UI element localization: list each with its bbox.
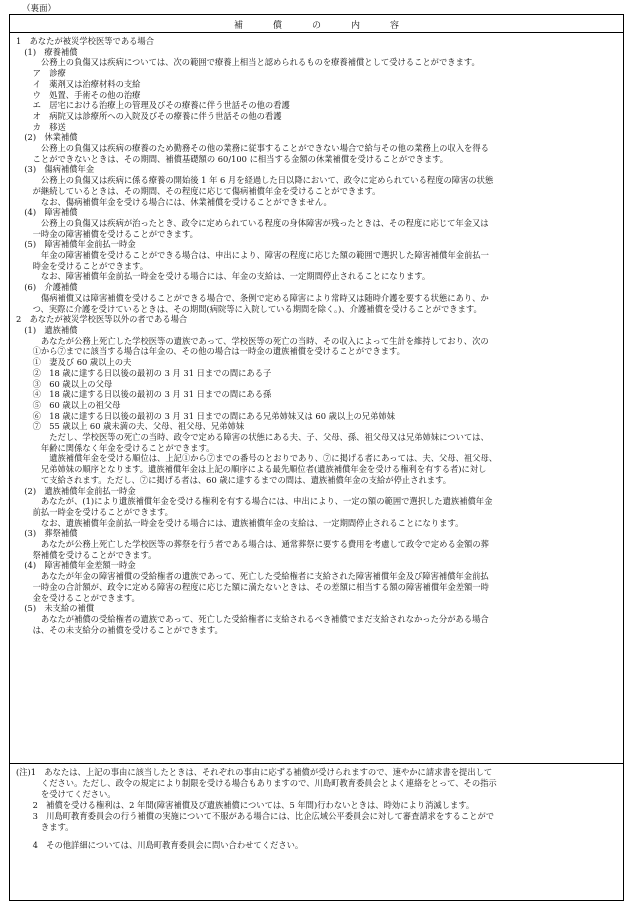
body-line: エ 居宅における治療上の管理及びその療養に伴う世話その他の看護	[16, 100, 290, 111]
page-side-label: （裏面）	[22, 4, 57, 14]
body-line: 年齢に関係なく年金を受けることができます。	[16, 442, 215, 453]
body-line: ことができないときは、その期間、補償基礎額の 60/100 に相当する金額の休業補償を受けることができます。	[16, 153, 449, 164]
body-line: ア 診療	[16, 68, 66, 79]
body-line: 金を受けることができます。	[16, 592, 140, 603]
body-line: ⑤ 60 歳以上の祖父母	[16, 399, 121, 410]
body-line: (4) 障害補償年金差額一時金	[16, 560, 136, 571]
note-line: (注)1 あなたは、上記の事由に該当したときは、それぞれの事由に応ずる補償が受けられますので、速やかに請求書を提出して	[16, 767, 493, 777]
body-line: ④ 18 歳に達する日以後の最初の 3 月 31 日までの間にある孫	[16, 389, 272, 400]
body-line: 公務上の負傷又は疾病が治ったとき、政令に定められている程度の身体障害が残ったときは、その程度に応じて年金又は	[16, 217, 489, 228]
body-line: ② 18 歳に達する日以後の最初の 3 月 31 日までの間にある子	[16, 367, 272, 378]
body-line: ⑥ 18 歳に達する日以後の最初の 3 月 31 日までの間にある兄弟姉妹又は 60 歳以上の兄弟姉妹	[16, 410, 395, 421]
page-title: 補償の内容	[233, 21, 429, 31]
content-frame	[9, 14, 624, 901]
body-line: ③ 60 歳以上の父母	[16, 378, 113, 389]
body-line: ① 妻及び 60 歳以上の夫	[16, 357, 132, 368]
body-line: 公務上の負傷又は疾病に係る療養の開始後 1 年 6 月を経過した日以降において、政令に定められている程度の障害の状態	[16, 175, 494, 186]
body-line: ①から⑦までに該当する場合は年金の、その他の場合は一時金の遺族補償を受けることができます。	[16, 346, 405, 357]
body-line: なお、障害補償年金前払一時金を受ける場合には、年金の支給は、一定期間停止されることになります。	[16, 271, 431, 282]
notes-section	[16, 767, 617, 851]
body-line: (3) 葬祭補償	[16, 528, 78, 539]
body-line: (2) 休業補償	[16, 132, 78, 143]
body-line: つ、実際に介護を受けているときは、その期間(病院等に入院している期間を除く。)、介護補償を受けることができます。	[16, 303, 482, 314]
note-line: 2 補償を受ける権利は、2 年間(障害補償及び遺族補償については、5 年間)行わないときは、時効により消滅します。	[16, 800, 475, 811]
body-line: あなたが公務上死亡した学校医等の遺族であって、学校医等の死亡の当時、その収入によって生計を維持しており、次の	[16, 335, 489, 346]
body-line: 時金を受けることができます。	[16, 260, 149, 271]
body-line: (2) 遺族補償年金前払一時金	[16, 485, 136, 496]
note-line: 3 川島町教育委員会の行う補償の実施について不服がある場合には、比企広域公平委員会に対して審査請求をすることがで	[16, 811, 495, 822]
body-line: て支給されます。ただし、⑦に掲げる者は、60 歳に達するまでの間は、遺族補償年金の支給が停止されます。	[16, 474, 452, 485]
body-line: 兄弟姉妹の順序となります。遺族補償年金は上記の順序による最先順位者(遺族補償年金を受ける権利を有する者)に対し	[16, 464, 487, 475]
body-line: (5) 未支給の補償	[16, 603, 95, 614]
body-line: 一時金の障害補償を受けることができます。	[16, 228, 198, 239]
body-line: あなたが補償の受給権者の遺族であって、死亡した受給権者に支給されるべき補償でまだ支給されなかった分がある場合	[16, 613, 489, 624]
note-line: 4 その他詳細については、川島町教育委員会に問い合わせてください。	[16, 839, 304, 850]
body-line: 2 あなたが被災学校医等以外の者である場合	[16, 314, 188, 325]
body-line: (6) 介護補償	[16, 282, 78, 293]
body-line: (4) 障害補償	[16, 207, 78, 218]
body-line: ⑦ 55 歳以上 60 歳未満の夫、父母、祖父母、兄弟姉妹	[16, 421, 245, 432]
body-line: あなたが、(1)により遺族補償年金を受ける権利を有する場合には、申出により、一定の額の範囲で選択した遺族補償年金	[16, 496, 493, 507]
note-line: きます。	[16, 822, 74, 833]
body-line: が継続しているときは、その期間、その程度に応じて傷病補償年金を受けることができます。	[16, 185, 381, 196]
body-line: 祭補償を受けることができます。	[16, 549, 157, 560]
body-line: なお、遺族補償年金前払一時金を受ける場合には、遺族補償年金の支給は、一定期間停止されることになります。	[16, 517, 464, 528]
body-line: は、その未支給分の補償を受けることができます。	[16, 624, 223, 635]
body-line: 傷病補償又は障害補償を受けることができる場合で、条例で定める障害により常時又は随時介護を要する状態にあり、か	[16, 292, 489, 303]
body-line: なお、傷病補償年金を受ける場合には、休業補償を受けることができません。	[16, 196, 332, 207]
body-line: ウ 処置、手術その他の治療	[16, 89, 141, 100]
body-line: 一時金の合計額が、政令に定める障害の程度に応じた額に満たないときは、その差額に相当する額の障害補償年金差額一時	[16, 581, 489, 592]
notes-divider	[10, 763, 623, 764]
body-line: 年金の障害補償を受けることができる場合は、申出により、障害の程度に応じた額の範囲で選択した障害補償年金前払一	[16, 250, 489, 261]
note-line: を受けてください。	[16, 789, 116, 800]
body-line: イ 薬剤又は治療材料の支給	[16, 78, 141, 89]
body-line: (3) 傷病補償年金	[16, 164, 95, 175]
body-line: 公務上の負傷又は疾病の療養のため勤務その他の業務に従事することができない場合で給与その他の業務上の収入を得る	[16, 143, 489, 154]
body-line: 公務上の負傷又は疾病については、次の範囲で療養上相当と認められるものを療養補償として受けることができます。	[16, 57, 480, 68]
title-divider	[10, 32, 623, 33]
body-line: 前払一時金を受けることができます。	[16, 506, 173, 517]
body-line: 1 あなたが被災学校医等である場合	[16, 36, 155, 46]
note-line: ください。ただし、政令の規定により制限を受ける場合もありますので、川島町教育委員会とよく連絡をとって、その指示	[16, 778, 497, 789]
body-line: (1) 療養補償	[16, 46, 78, 57]
compensation-body	[16, 36, 617, 635]
body-line: (5) 障害補償年金前払一時金	[16, 239, 136, 250]
body-line: あなたが公務上死亡した学校医等の葬祭を行う者である場合は、通常葬祭に要する費用を考慮して政令で定める金額の葬	[16, 539, 489, 550]
body-line: ただし、学校医等の死亡の当時、政令で定める障害の状態にある夫、子、父母、孫、祖父母又は兄弟姉妹については、	[16, 432, 489, 443]
body-line: カ 移送	[16, 121, 66, 132]
body-line: あなたが年金の障害補償の受給権者の遺族であって、死亡した受給権者に支給された障害補償年金及び障害補償年金前払	[16, 571, 489, 582]
body-line: オ 病院又は診療所への入院及びその療養に伴う世話その他の看護	[16, 110, 282, 121]
body-line: 遺族補償年金を受ける順位は、上記①から⑦までの番号のとおりであり、⑦に掲げる者にあっては、夫、父母、祖父母、	[16, 453, 498, 464]
body-line: (1) 遺族補償	[16, 324, 78, 335]
